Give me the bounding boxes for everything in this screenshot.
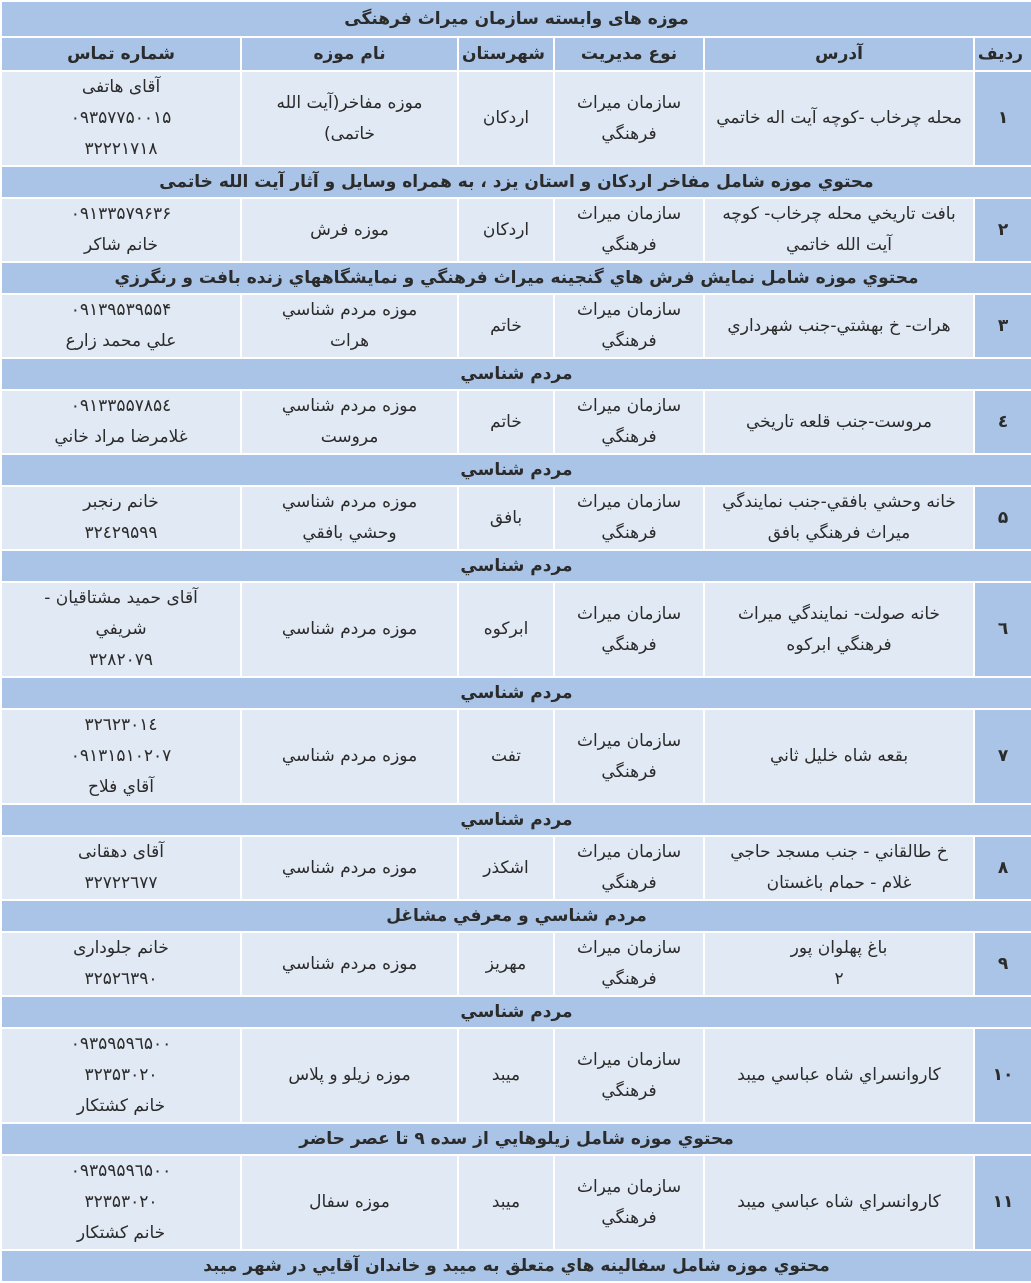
museum-name-cell-line: مروست bbox=[320, 427, 379, 447]
address-cell-line: باغ پهلوان پور bbox=[790, 938, 888, 958]
row-number: ۷ bbox=[974, 709, 1031, 804]
contact-cell-line: خانم جلوداری bbox=[73, 938, 169, 958]
header-contact: شماره تماس bbox=[1, 37, 241, 71]
address-cell bbox=[704, 486, 974, 550]
management-cell-line: سازمان ميراث bbox=[576, 300, 682, 320]
museum-name-cell bbox=[241, 198, 458, 262]
description-cell: مردم شناسي bbox=[1, 804, 1031, 836]
museum-name-cell-line: موزه مردم شناسي bbox=[281, 953, 418, 974]
table-header-row bbox=[1, 37, 1031, 71]
museum-name-cell-line: موزه سفال bbox=[309, 1192, 390, 1212]
management-cell bbox=[554, 486, 704, 550]
museum-name-cell-line: موزه زيلو و پلاس bbox=[288, 1065, 411, 1085]
contact-cell bbox=[1, 1155, 241, 1250]
contact-cell-line: آقای حميد مشتاقيان - bbox=[44, 588, 198, 608]
management-cell-line: فرهنگي bbox=[601, 427, 657, 447]
contact-cell-line: علي محمد زارع bbox=[65, 331, 177, 351]
row-number: ۳ bbox=[974, 294, 1031, 358]
header-city: شهرستان bbox=[458, 37, 554, 71]
header-management: نوع مديريت bbox=[554, 37, 704, 71]
contact-cell-line: ۰۹۳۵۷۷۵۰۰۱۵ bbox=[70, 108, 172, 128]
contact-cell bbox=[1, 932, 241, 996]
description-cell: مردم شناسي bbox=[1, 677, 1031, 709]
management-cell-line: سازمان ميراث bbox=[576, 603, 682, 624]
address-cell bbox=[704, 294, 974, 358]
contact-cell-line: خانم شاکر bbox=[83, 235, 159, 255]
address-cell-line: آیت الله خاتمي bbox=[786, 235, 893, 255]
management-cell-line: فرهنگي bbox=[601, 1080, 657, 1101]
address-cell bbox=[704, 709, 974, 804]
contact-cell-line: آقاي فلاح bbox=[88, 777, 154, 797]
address-cell-line: محله چرخاب -کوچه آیت اله خاتمي bbox=[716, 108, 962, 128]
contact-cell-line: خانم کشتکار bbox=[76, 1223, 166, 1243]
museum-name-cell-line: موزه مردم شناسي bbox=[281, 619, 418, 639]
row-number: ۹ bbox=[974, 932, 1031, 996]
contact-cell bbox=[1, 1028, 241, 1123]
table-row bbox=[1, 486, 1031, 550]
description-row bbox=[1, 166, 1031, 198]
city-cell: ابرکوه bbox=[458, 582, 554, 677]
header-row-number: رديف bbox=[974, 37, 1031, 71]
contact-cell bbox=[1, 198, 241, 262]
management-cell-line: سازمان ميراث bbox=[576, 1049, 682, 1070]
address-cell-line: غلام - حمام باغستان bbox=[766, 873, 912, 893]
description-cell: مردم شناسي bbox=[1, 996, 1031, 1028]
description-cell: محتوي موزه شامل مفاخر اردکان و استان یزد ، به همراه وسایل و آثار آیت الله خاتمی bbox=[1, 166, 1031, 198]
table-row bbox=[1, 709, 1031, 804]
management-cell-line: فرهنگي bbox=[601, 523, 657, 543]
table-row bbox=[1, 1028, 1031, 1123]
address-cell bbox=[704, 1028, 974, 1123]
contact-cell-line: ۰۹۳۵۹۵۹٦۵۰۰ bbox=[70, 1161, 172, 1181]
contact-cell-line: خانم کشتکار bbox=[76, 1096, 166, 1116]
contact-cell bbox=[1, 294, 241, 358]
museum-name-cell bbox=[241, 294, 458, 358]
table-row bbox=[1, 836, 1031, 900]
museum-name-cell-line: موزه مردم شناسي bbox=[281, 492, 418, 512]
table-row bbox=[1, 198, 1031, 262]
museum-name-cell bbox=[241, 486, 458, 550]
management-cell-line: سازمان ميراث bbox=[576, 842, 682, 862]
table-row bbox=[1, 71, 1031, 166]
museum-name-cell bbox=[241, 71, 458, 166]
museum-name-cell bbox=[241, 1028, 458, 1123]
description-cell: محتوي موزه شامل زيلوهايي از سده ۹ تا عصر حاضر bbox=[1, 1123, 1031, 1155]
management-cell bbox=[554, 709, 704, 804]
contact-cell-line: ۰۹۱۳۳۵۷۹۶۳۶ bbox=[70, 204, 172, 224]
row-number: ٦ bbox=[974, 582, 1031, 677]
contact-cell-line: ۳۲٦۲۳۰۱٤ bbox=[84, 715, 158, 735]
city-cell: اشکذر bbox=[458, 836, 554, 900]
management-cell bbox=[554, 390, 704, 454]
contact-cell-line: ۳۲۷۲۲٦۷۷ bbox=[84, 873, 158, 893]
management-cell-line: فرهنگي bbox=[601, 761, 657, 782]
management-cell-line: فرهنگي bbox=[601, 634, 657, 655]
city-cell: اردکان bbox=[458, 71, 554, 166]
city-cell: مهريز bbox=[458, 932, 554, 996]
contact-cell-line: ۰۹۱۳۹۵۳۹۵۵۴ bbox=[70, 300, 172, 320]
management-cell-line: سازمان ميراث bbox=[576, 492, 682, 512]
description-row bbox=[1, 900, 1031, 932]
city-cell: اردکان bbox=[458, 198, 554, 262]
city-cell: ميبد bbox=[458, 1155, 554, 1250]
city-cell: تفت bbox=[458, 709, 554, 804]
contact-cell-line: ۳۲۵۲٦۳۹۰ bbox=[84, 969, 158, 989]
address-cell-line: خانه وحشي بافقي-جنب نمايندگي bbox=[722, 492, 956, 512]
management-cell-line: فرهنگي bbox=[601, 123, 657, 144]
museum-name-cell bbox=[241, 709, 458, 804]
contact-cell bbox=[1, 486, 241, 550]
museum-name-cell-line: موزه مردم شناسي bbox=[281, 396, 418, 416]
address-cell bbox=[704, 198, 974, 262]
contact-cell bbox=[1, 709, 241, 804]
address-cell-line: بافت تاريخي محله چرخاب- کوچه bbox=[722, 204, 956, 224]
address-cell bbox=[704, 582, 974, 677]
city-cell: خاتم bbox=[458, 294, 554, 358]
table-row bbox=[1, 1155, 1031, 1250]
contact-cell-line: آقای دهقانی bbox=[78, 842, 164, 862]
contact-cell bbox=[1, 71, 241, 166]
management-cell bbox=[554, 71, 704, 166]
management-cell-line: فرهنگي bbox=[601, 235, 657, 255]
description-cell: محتوي موزه شامل نمايش فرش هاي گنجينه ميراث فرهنگي و نمايشگاههاي زنده بافت و رنگرزي bbox=[1, 262, 1031, 294]
management-cell bbox=[554, 1155, 704, 1250]
description-row bbox=[1, 996, 1031, 1028]
city-cell: بافق bbox=[458, 486, 554, 550]
museum-name-cell-line: موزه مفاخر(آیت الله bbox=[276, 92, 423, 113]
header-museum-name: نام موزه bbox=[241, 37, 458, 71]
museum-name-cell bbox=[241, 836, 458, 900]
address-cell-line: کاروانسراي شاه عباسي ميبد bbox=[737, 1192, 941, 1212]
contact-cell-line: ۳۲٤۲۹۵۹۹ bbox=[84, 523, 158, 543]
table-row bbox=[1, 390, 1031, 454]
description-row bbox=[1, 454, 1031, 486]
museum-name-cell bbox=[241, 582, 458, 677]
description-cell: مردم شناسي bbox=[1, 550, 1031, 582]
management-cell bbox=[554, 932, 704, 996]
management-cell bbox=[554, 836, 704, 900]
description-row bbox=[1, 550, 1031, 582]
address-cell bbox=[704, 71, 974, 166]
museum-name-cell-line: موزه فرش bbox=[310, 219, 389, 240]
museum-name-cell-line: هرات bbox=[329, 331, 370, 351]
row-number: ۱۱ bbox=[974, 1155, 1031, 1250]
table-row bbox=[1, 582, 1031, 677]
row-number: ۱۰ bbox=[974, 1028, 1031, 1123]
management-cell-line: سازمان ميراث bbox=[576, 1176, 682, 1197]
address-cell bbox=[704, 390, 974, 454]
management-cell bbox=[554, 294, 704, 358]
museum-name-cell-line: وحشي بافقي bbox=[302, 523, 397, 543]
address-cell bbox=[704, 836, 974, 900]
contact-cell bbox=[1, 390, 241, 454]
address-cell-line: ۲ bbox=[834, 969, 844, 989]
description-cell: مردم شناسي bbox=[1, 358, 1031, 390]
description-cell: محتوي موزه شامل سفالينه هاي متعلق به ميبد و خاندان آقايي در شهر ميبد bbox=[1, 1250, 1031, 1282]
museum-name-cell-line: خاتمی) bbox=[323, 123, 376, 144]
description-row bbox=[1, 1250, 1031, 1282]
management-cell-line: سازمان ميراث bbox=[576, 396, 682, 416]
address-cell-line: کاروانسراي شاه عباسي ميبد bbox=[737, 1065, 941, 1085]
management-cell-line: سازمان ميراث bbox=[576, 938, 682, 958]
address-cell-line: ميراث فرهنگي بافق bbox=[767, 523, 911, 543]
description-row bbox=[1, 804, 1031, 836]
city-cell: ميبد bbox=[458, 1028, 554, 1123]
row-number: ۵ bbox=[974, 486, 1031, 550]
management-cell-line: سازمان ميراث bbox=[576, 92, 682, 113]
contact-cell-line: شريفي bbox=[95, 619, 147, 639]
contact-cell-line: ۳۲۳۵۳۰۲۰ bbox=[84, 1065, 158, 1085]
contact-cell-line: خانم رنجبر bbox=[83, 492, 159, 512]
contact-cell bbox=[1, 582, 241, 677]
address-cell-line: مروست-جنب قلعه تاريخي bbox=[746, 411, 932, 432]
museum-name-cell bbox=[241, 390, 458, 454]
table-title: موزه های وابسته سازمان میراث فرهنگی bbox=[1, 1, 1031, 37]
contact-cell-line: ۰۹۱۳۱۵۱۰۲۰۷ bbox=[70, 746, 172, 766]
management-cell bbox=[554, 582, 704, 677]
management-cell bbox=[554, 198, 704, 262]
description-row bbox=[1, 1123, 1031, 1155]
management-cell bbox=[554, 1028, 704, 1123]
museum-name-cell bbox=[241, 932, 458, 996]
management-cell-line: فرهنگي bbox=[601, 1207, 657, 1228]
contact-cell-line: ۳۲۸۲۰۷۹ bbox=[89, 650, 153, 670]
contact-cell-line: ۰۹۱۳۳۵۵۷۸۵٤ bbox=[70, 396, 172, 416]
header-address: آدرس bbox=[704, 37, 974, 71]
address-cell-line: بقعه شاه خليل ثاني bbox=[769, 746, 909, 766]
museum-name-cell bbox=[241, 1155, 458, 1250]
table-row bbox=[1, 294, 1031, 358]
address-cell-line: خ طالقاني - جنب مسجد حاجي bbox=[730, 842, 948, 862]
address-cell bbox=[704, 932, 974, 996]
description-cell: مردم شناسي و معرفي مشاغل bbox=[1, 900, 1031, 932]
contact-cell bbox=[1, 836, 241, 900]
description-row bbox=[1, 358, 1031, 390]
contact-cell-line: آقای هاتفی bbox=[81, 77, 161, 97]
management-cell-line: سازمان ميراث bbox=[576, 730, 682, 751]
description-row bbox=[1, 677, 1031, 709]
row-number: ۸ bbox=[974, 836, 1031, 900]
address-cell-line: هرات- خ بهشتي-جنب شهرداري bbox=[727, 315, 951, 336]
management-cell-line: فرهنگي bbox=[601, 331, 657, 351]
table-row bbox=[1, 932, 1031, 996]
row-number: ۲ bbox=[974, 198, 1031, 262]
museum-name-cell-line: موزه مردم شناسي bbox=[281, 857, 418, 878]
contact-cell-line: ۰۹۳۵۹۵۹٦۵۰۰ bbox=[70, 1034, 172, 1054]
contact-cell-line: ۳۲۲۲۱۷۱۸ bbox=[84, 139, 158, 159]
address-cell-line: فرهنگي ابرکوه bbox=[786, 634, 892, 655]
description-row bbox=[1, 262, 1031, 294]
description-cell: مردم شناسي bbox=[1, 454, 1031, 486]
address-cell bbox=[704, 1155, 974, 1250]
city-cell: خاتم bbox=[458, 390, 554, 454]
row-number: ٤ bbox=[974, 390, 1031, 454]
contact-cell-line: غلامرضا مراد خاني bbox=[54, 427, 188, 447]
contact-cell-line: ۳۲۳۵۳۰۲۰ bbox=[84, 1192, 158, 1212]
museum-name-cell-line: موزه مردم شناسي bbox=[281, 746, 418, 766]
museum-name-cell-line: موزه مردم شناسي bbox=[281, 300, 418, 320]
management-cell-line: فرهنگي bbox=[601, 873, 657, 893]
address-cell-line: خانه صولت- نمايندگي ميراث bbox=[737, 603, 941, 624]
management-cell-line: سازمان ميراث bbox=[576, 204, 682, 224]
management-cell-line: فرهنگي bbox=[601, 969, 657, 989]
row-number: ۱ bbox=[974, 71, 1031, 166]
